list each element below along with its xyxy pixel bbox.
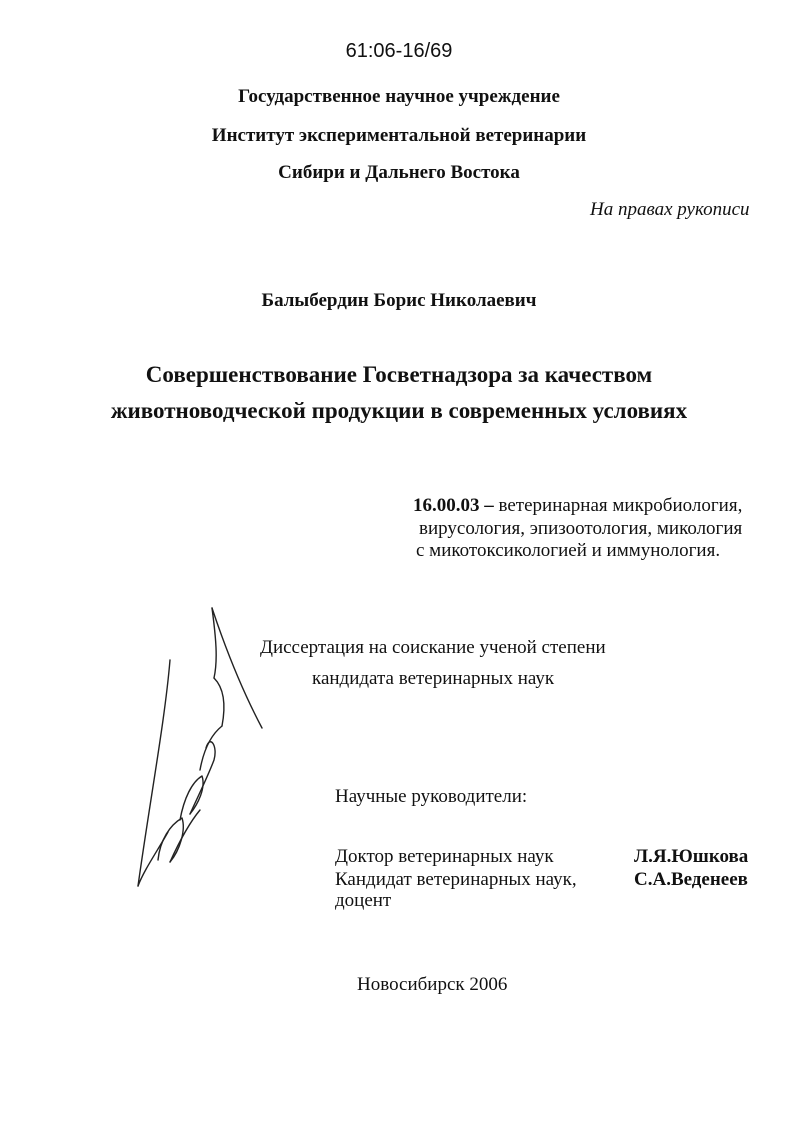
thesis-title-line-1: Совершенствование Госветнадзора за качеством: [145, 362, 653, 387]
specialty-line-3: с микотоксикологией и иммунология.: [416, 540, 721, 561]
thesis-title-line-2: животноводческой продукции в современных условиях: [110, 398, 688, 423]
supervisor-2-name: С.А.Веденеев: [634, 869, 748, 890]
supervisor-1-degree: Доктор ветеринарных наук: [335, 846, 554, 867]
specialty-line-2: вирусология, эпизоотология, микология: [419, 518, 743, 539]
archive-code: 61:06-16/69: [345, 40, 453, 62]
org-line-2: Институт экспериментальной ветеринарии: [211, 125, 587, 146]
supervisor-2-degree: Кандидат ветеринарных наук,: [335, 869, 577, 890]
city-year: Новосибирск 2006: [357, 974, 508, 995]
specialty-line-1-text: ветеринарная микробиология,: [498, 495, 743, 516]
manuscript-note: На правах рукописи: [590, 199, 750, 220]
supervisor-2-title: доцент: [335, 890, 392, 911]
handwritten-signature-icon: [130, 600, 280, 900]
org-line-3: Сибири и Дальнего Востока: [278, 162, 520, 183]
dissertation-line-1: Диссертация на соискание ученой степени: [260, 637, 606, 658]
supervisors-heading: Научные руководители:: [335, 786, 528, 807]
specialty-code: 16.00.03 –: [413, 495, 494, 516]
dissertation-line-2: кандидата ветеринарных наук: [312, 668, 555, 689]
specialty-line-1: [413, 495, 742, 517]
author-name: Балыбердин Борис Николаевич: [261, 290, 537, 311]
supervisor-1-name: Л.Я.Юшкова: [634, 846, 749, 867]
org-line-1: Государственное научное учреждение: [238, 86, 560, 107]
